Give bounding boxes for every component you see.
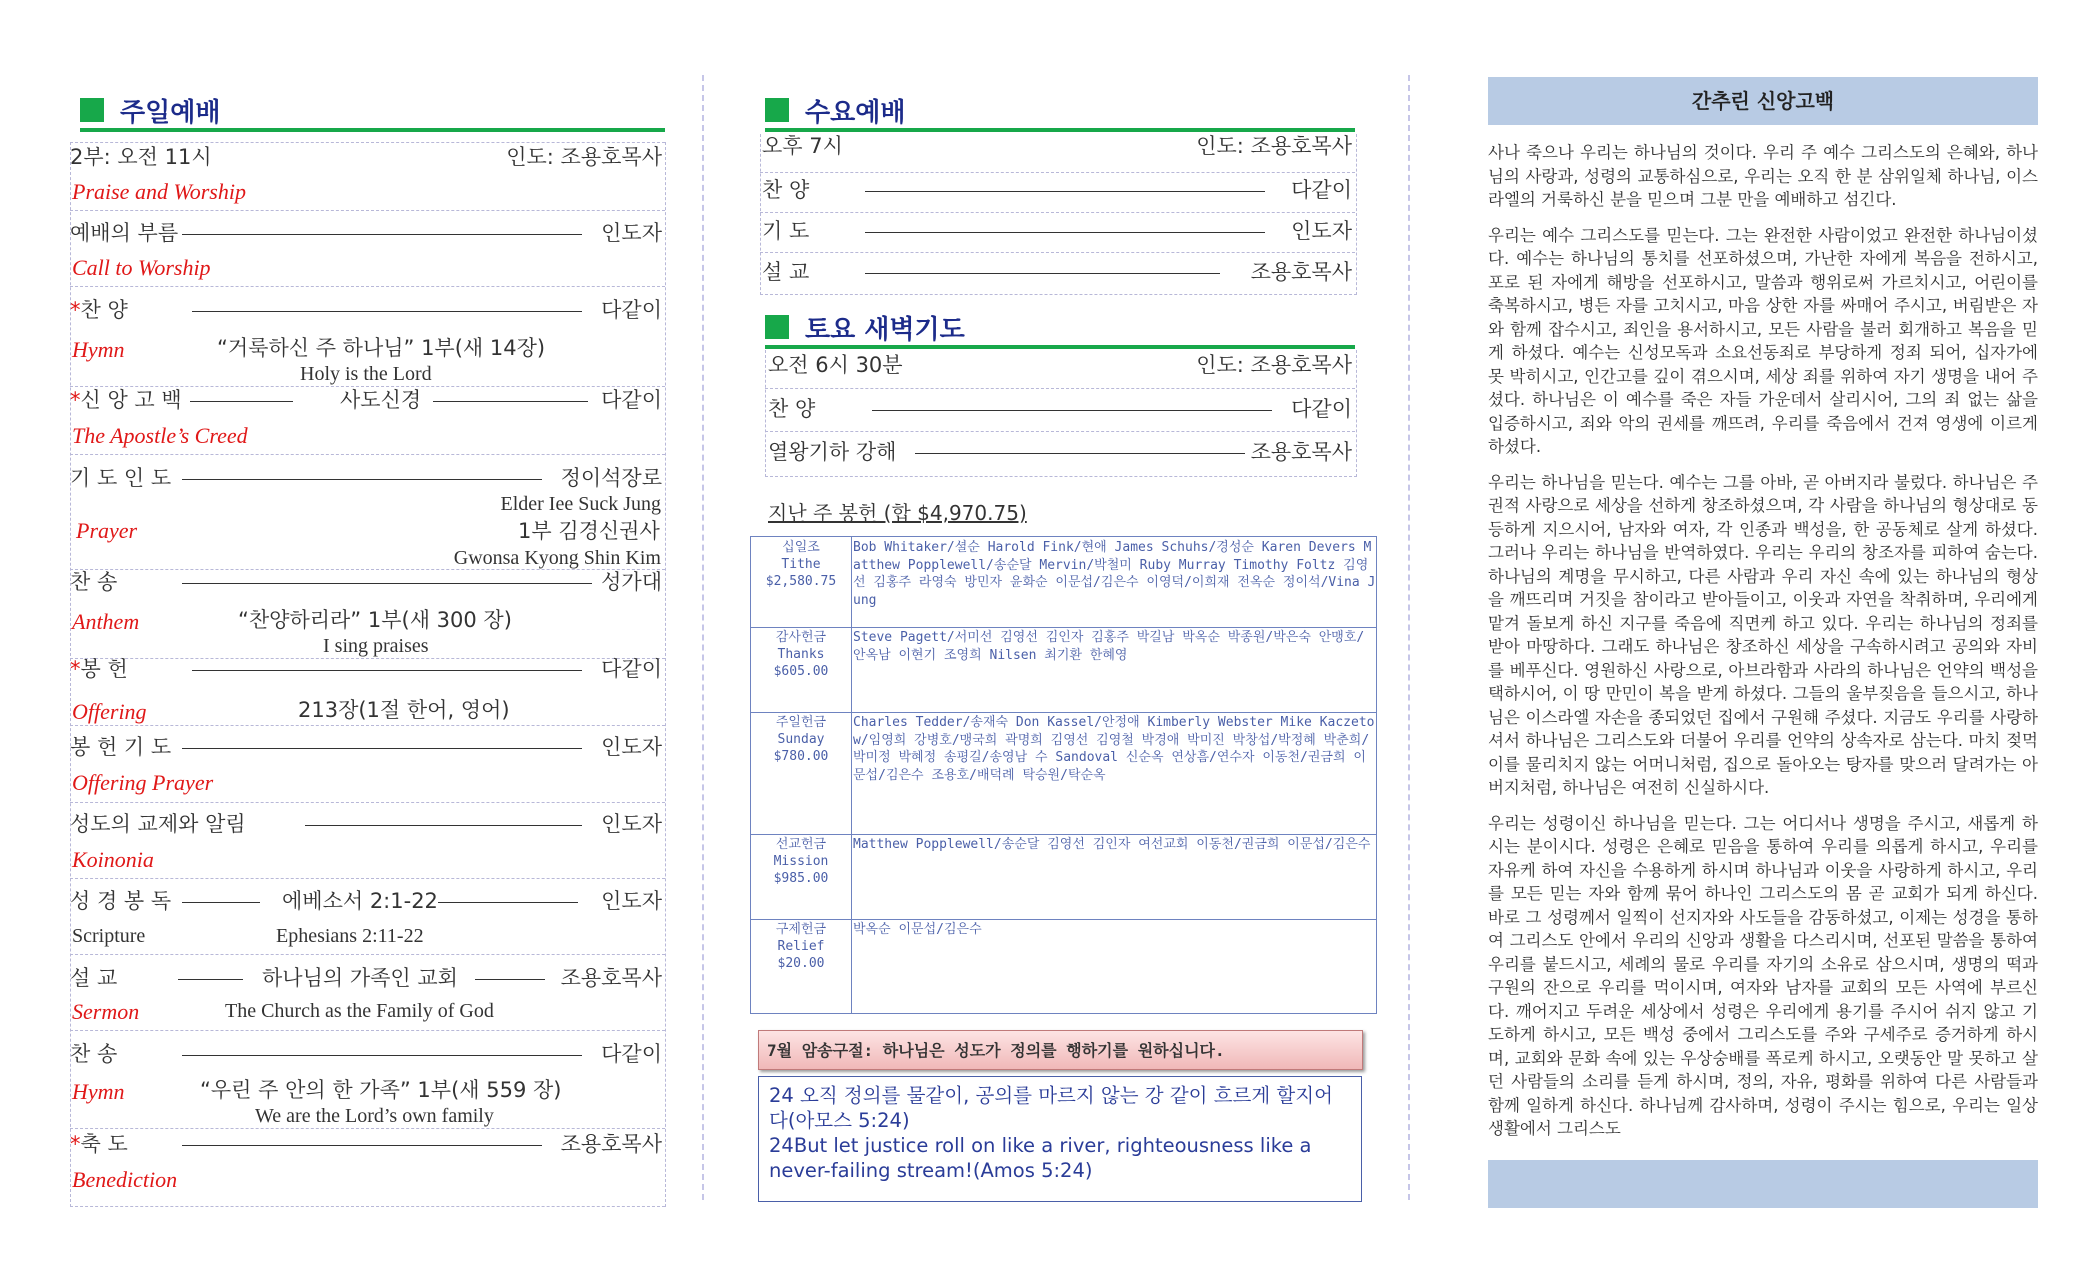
wednesday-header <box>765 88 1355 128</box>
hymn2-row <box>70 1041 662 1067</box>
leader-line <box>182 234 582 235</box>
hymn1-title-en: Holy is the Lord <box>300 363 432 385</box>
sunday-column <box>70 0 665 1230</box>
row-divider <box>765 388 1355 389</box>
leader-line <box>192 311 582 312</box>
leader-line <box>178 979 243 980</box>
call-by: 인도자 <box>601 221 662 245</box>
prayer2-by-en: Gwonsa Kyong Shin Kim <box>453 547 661 569</box>
row-divider <box>760 172 1355 173</box>
hymn1-row <box>70 297 662 323</box>
verse-en: 24But let justice roll on like a river, righteousness like a never-failing stream!(Amos 5:24) <box>769 1134 1312 1182</box>
sermon-title: 하나님의 가족인 교회 <box>262 966 458 990</box>
wed-row3-label: 설 교 <box>762 260 810 284</box>
tithe-names: Bob Whitaker/셜순 Harold Fink/현애 James Schuhs/경성순 Karen Devers Matthew Popplewell/송순달 Mervin/박철미 Ruby Murray Timothy Foltz 김영선 김홍주 라영숙 방민자 윤화순 이문섭/김은수 이영덕/이희재 전옥순 정이석/Vina Jung <box>853 540 1376 608</box>
leader-line <box>182 748 582 749</box>
mission-names: Matthew Popplewell/송순달 김영선 김인자 여선교회 이동천/권금희 이문섭/김은수 <box>853 837 1371 852</box>
offering-summary-title: 지난 주 봉헌 (합 $4,970.75) <box>768 501 1027 525</box>
wednesday-title: 수요예배 <box>805 98 906 128</box>
sunday-header <box>80 88 665 128</box>
creed-en: The Apostle’s Creed <box>72 423 248 448</box>
row-divider <box>70 210 665 211</box>
offering-by: 다같이 <box>601 657 662 681</box>
row-divider <box>70 878 665 879</box>
offering-row-mission <box>751 834 1376 920</box>
call-en: Call to Worship <box>72 255 211 280</box>
wed-row2-by: 인도자 <box>1291 219 1352 243</box>
creed-title: 간추린 신앙고백 <box>1691 89 1835 113</box>
sermon-by: 조용호목사 <box>560 966 662 990</box>
sat-row2 <box>768 439 1352 465</box>
prayer-by: 정이석장로 <box>560 466 662 490</box>
tithe-amount: $2,580.75 <box>765 574 837 589</box>
wed-time: 오후 7시 <box>762 134 843 158</box>
creed-paragraph: 사나 죽으나 우리는 하나님의 것이다. 우리 주 예수 그리스도의 은혜와, 하나님의 사랑과, 성령의 교통하심으로, 우리는 오직 한 분 삼위일체 하나님, 이스라엘의 거룩하신 분을 믿으며 그분 만을 예배하고 섬긴다. <box>1488 143 2038 209</box>
anthem-by: 성가대 <box>601 570 662 594</box>
leader-line <box>182 583 592 584</box>
offering-label: 봉 헌 <box>80 657 128 681</box>
row-divider <box>70 725 665 726</box>
prayer-row <box>70 465 662 491</box>
bene-label: 축 도 <box>80 1132 128 1156</box>
wed-leader: 인도: 조용호목사 <box>1196 134 1352 158</box>
offering-row-thanks <box>751 627 1376 713</box>
relief-names: 박옥순 이문섭/김은수 <box>853 922 982 937</box>
row-divider <box>70 954 665 955</box>
leader-line <box>915 453 1245 454</box>
creed-paragraph: 우리는 성령이신 하나님을 믿는다. 그는 어디서나 생명을 주시고, 새롭게 하시는 분이시다. 성령은 은혜로 믿음을 통하여 우리를 의롭게 하시고, 우리를 자유케 하여 자신을 수용하게 하시며 하나님과 이웃을 사랑하게 하시고, 우리를 모든 믿는 자와 함께 묶어 하나인 그리스도의 몸 곧 교회가 되게 하신다. 바로 그 성령께서 일찍이 선지자와 사도들을 감동하셨고, 이제는 성경을 통하여 그리스도 안에서 우리의 신앙과 생활을 다스리시며, 선포된 말씀을 통하여 우리를 붙드시고, 세례의 물로 우리를 자기의 소유로 삼으시며, 생명의 떡과 구원의 잔으로 우리를 먹이시며, 여자와 남자를 교회의 모든 사역에 부르신다. 깨어지고 두려운 세상에서 성령은 우리에게 용기를 주시어 쉬지 않고 기도하게 하시고, 모든 백성 중에서 그리스도를 주와 구세주로 증거하게 하시며, 교회와 문화 속에 있는 우상숭배를 폭로케 하시고, 오랫동안 말 못하고 살던 사람들의 소리를 듣게 하시며, 정의, 자유, 평화를 위하여 다른 사람들과 함께 일하게 하신다. 하나님께 감사하며, 성령이 주시는 힘으로, 우리는 일상 생활에서 그리스도 <box>1488 813 2038 1138</box>
sat-leader: 인도: 조용호목사 <box>1196 353 1352 377</box>
call-row <box>70 220 662 246</box>
column-divider <box>1408 75 1410 1200</box>
scripture-mid-en: Ephesians 2:11-22 <box>276 925 424 947</box>
wed-row1-by: 다같이 <box>1291 178 1352 202</box>
sunday-ko: 주일헌금 <box>775 715 827 730</box>
header-underline <box>80 128 665 132</box>
verse-ko: 24 오직 정의를 물같이, 공의를 마르지 않는 강 같이 흐르게 할지어다(아모스 5:24) <box>769 1084 1333 1132</box>
column-divider <box>702 75 704 1200</box>
sermon-title-en: The Church as the Family of God <box>225 1000 494 1022</box>
scripture-mid: 에베소서 2:1-22 <box>282 889 438 913</box>
koinonia-en: Koinonia <box>72 847 154 872</box>
hymn2-title: “우린 주 안의 한 가족” 1부(새 559 장) <box>200 1078 562 1102</box>
offering-table <box>750 536 1377 1014</box>
prayer-en: Prayer <box>76 518 138 543</box>
offering-row-tithe <box>751 537 1376 628</box>
creed-title-bar <box>1488 77 2038 125</box>
leader-line <box>872 410 1272 411</box>
prayer-by-en: Elder Iee Suck Jung <box>500 493 661 515</box>
saturday-title: 토요 새벽기도 <box>805 315 965 345</box>
hymn1-by: 다같이 <box>601 298 662 322</box>
creed-body <box>1488 141 2038 1151</box>
offering-row-relief <box>751 919 1376 1013</box>
row-divider <box>765 431 1355 432</box>
sermon-label: 설 교 <box>70 966 118 990</box>
header-underline <box>765 345 1355 349</box>
creed-paragraph: 우리는 예수 그리스도를 믿는다. 그는 완전한 사람이었고 완전한 하나님이셨다. 예수는 하나님의 통치를 선포하셨으며, 가난한 자에게 복음을 전하시고, 포로 된 자에게 해방을 선포하시고, 말씀과 행위로써 가르치시고, 어린이를 축복하시고, 병든 자를 고치시고, 마음 상한 자를 싸매어 주시고, 버림받은 자와 함께 잡수시고, 죄인을 용서하시고, 모든 사람을 불러 회개하고 복음을 믿게 하셨다. 예수는 신성모독과 소요선동죄로 부당하게 정죄 되어, 십자가에 못 박히시고, 인간고를 깊이 겪으시며, 세상 죄를 위하여 자기 생명을 내어 주셨다. 하나님은 이 예수를 죽은 자들 가운데서 살리시어, 그의 죄 없는 삶을 입증하시고, 죄와 악의 권세를 깨뜨려, 우리를 죽음에서 건져 영생에 이르게 하셨다. <box>1488 225 2038 456</box>
creed-mid: 사도신경 <box>340 388 422 412</box>
leader-line <box>190 401 293 402</box>
bene-by: 조용호목사 <box>560 1132 662 1156</box>
leader-line <box>182 1055 582 1056</box>
row-divider <box>760 252 1355 253</box>
offering-hymn: 213장(1절 한어, 영어) <box>298 698 510 722</box>
section-square-icon <box>765 98 789 122</box>
row-divider <box>70 802 665 803</box>
koinonia-label: 성도의 교제와 알림 <box>70 812 246 836</box>
leader-line <box>182 479 542 480</box>
creed-by: 다같이 <box>601 388 662 412</box>
bene-en: Benediction <box>72 1167 178 1192</box>
sat-row2-label: 열왕기하 강해 <box>768 440 897 464</box>
standing-mark: * <box>70 298 81 322</box>
sat-row1 <box>768 396 1352 422</box>
row-divider <box>70 1030 665 1031</box>
anthem-label: 찬 송 <box>70 570 118 594</box>
anthem-row <box>70 569 662 595</box>
offering-row-sunday <box>751 712 1376 835</box>
offering-en: Offering <box>72 699 147 724</box>
mission-ko: 선교헌금 <box>775 837 827 852</box>
call-label: 예배의 부름 <box>70 221 179 245</box>
hymn1-en: Hymn <box>72 337 125 362</box>
anthem-title: “찬양하리라” 1부(새 300 장) <box>238 608 512 632</box>
row-divider <box>70 286 665 287</box>
leader-line <box>475 979 545 980</box>
wed-row3 <box>762 259 1352 285</box>
creed-label: 신 앙 고 백 <box>80 388 182 412</box>
sermon-en: Sermon <box>72 999 140 1024</box>
leader-line <box>305 825 582 826</box>
frame-bottom <box>70 1206 665 1207</box>
header-underline <box>765 128 1355 132</box>
wed-row2 <box>762 218 1352 244</box>
sat-time: 오전 6시 30분 <box>768 353 903 377</box>
scripture-label: 성 경 봉 독 <box>70 889 172 913</box>
hymn1-title: “거룩하신 주 하나님” 1부(새 14장) <box>217 336 546 360</box>
tithe-ko: 십일조 <box>782 540 820 555</box>
wed-row1-label: 찬 양 <box>762 178 810 202</box>
sat-row2-by: 조용호목사 <box>1250 440 1352 464</box>
leader-line <box>865 232 1265 233</box>
middle-column <box>750 0 1376 1230</box>
sat-row1-by: 다같이 <box>1291 397 1352 421</box>
koinonia-row <box>70 811 662 837</box>
wed-row1 <box>762 177 1352 203</box>
scripture-en: Scripture <box>72 925 146 947</box>
wed-row2-label: 기 도 <box>762 219 810 243</box>
bene-row <box>70 1131 662 1157</box>
leader-line <box>865 191 1265 192</box>
koinonia-by: 인도자 <box>601 812 662 836</box>
row-divider <box>70 1128 665 1129</box>
frame-top <box>70 142 665 143</box>
relief-en: Relief <box>777 939 825 954</box>
hymn2-by: 다같이 <box>601 1042 662 1066</box>
creed-footer-bar <box>1488 1160 2038 1208</box>
wed-row3-by: 조용호목사 <box>1250 260 1352 284</box>
prayer-label: 기 도 인 도 <box>70 466 172 490</box>
sat-row1-label: 찬 양 <box>768 397 816 421</box>
mission-amount: $985.00 <box>773 871 829 886</box>
sunday-time: 2부: 오전 11시 <box>70 145 212 169</box>
standing-mark: * <box>70 657 81 681</box>
sat-time-row <box>768 352 1352 378</box>
row-divider <box>760 212 1355 213</box>
offprayer-by: 인도자 <box>601 735 662 759</box>
memory-banner-text: 7월 암송구절: 하나님은 성도가 정의를 행하기를 원하십니다. <box>767 1041 1225 1060</box>
sunday-en: Sunday <box>777 732 825 747</box>
sunday-time-row <box>70 144 662 170</box>
prayer2-by: 1부 김경신권사 <box>518 519 660 543</box>
leader-line <box>433 401 588 402</box>
mission-en: Mission <box>773 854 829 869</box>
frame-right <box>665 142 666 1207</box>
creed-paragraph: 우리는 하나님을 믿는다. 예수는 그를 아바, 곧 아버지라 불렀다. 하나님은 주권적 사랑으로 세상을 선하게 창조하셨으며, 각 사람을 하나님의 형상대로 동등하게 지으시어, 남자와 여자, 각 인종과 백성을, 한 공동체로 살게 하셨다. 그러나 우리는 하나님을 반역하였다. 우리는 우리의 창조자를 피하여 숨는다. 하나님의 계명을 무시하고, 다른 사람과 우리 자신 속에 있는 하나님의 형상을 깨뜨리며 거짓을 참이라고 받아들이고, 이웃과 자연을 착취하며, 우리에게 맡겨 돌보게 하신 지구를 죽음에 직면케 하고 있다. 우리는 하나님의 정죄를 받아 마땅하다. 그래도 하나님은 창조하신 세상을 구속하시려고 공의와 자비를 베푸신다. 영원하신 사랑으로, 아브라함과 사라의 하나님은 언약의 백성을 택하시어, 이 땅 만민이 복을 받게 하셨다. 그들의 울부짖음을 들으시고, 하나님은 이스라엘 자손을 종되었던 집에서 구원해 주셨다. 지금도 우리를 사랑하셔서 하나님은 그리스도와 더불어 우리를 언약의 상속자로 삼는다. 마치 젖먹이를 물리치지 않는 어머니처럼, 집으로 돌아오는 탕자를 맞으러 달려가는 아버지처럼, 하나님은 여전히 신실하시다. <box>1488 472 2038 797</box>
hymn1-label: 찬 양 <box>80 298 128 322</box>
section-square-icon <box>80 98 104 122</box>
anthem-en: Anthem <box>72 609 140 634</box>
sunday-title: 주일예배 <box>120 98 221 128</box>
leader-line <box>438 902 578 903</box>
anthem-title-en: I sing praises <box>323 635 429 657</box>
thanks-names: Steve Pagett/서미선 김영선 김인자 김홍주 박길남 박옥순 박종원/박은숙 안맹호/안옥남 이현기 조영희 Nilsen 최기환 한혜영 <box>853 630 1365 663</box>
wed-time-row <box>762 133 1352 159</box>
memory-verse-box <box>758 1076 1362 1202</box>
sunday-names: Charles Tedder/송재숙 Don Kassel/안정애 Kimberly Webster Mike Kaczetow/임영희 강병호/맹국희 곽명희 김영선 김영철 박경애 박미진 박창섭/박정혜 박춘희/박미정 박혜정 송평길/송영남 수 Sandoval 신순옥 연상흠/연수자 이동천/권금희 이문섭/김은수 조용호/배덕례 탁승원/탁순옥 <box>853 715 1375 783</box>
thanks-en: Thanks <box>777 647 825 662</box>
sunday-amount: $780.00 <box>773 749 829 764</box>
offprayer-label: 봉 헌 기 도 <box>70 735 172 759</box>
scripture-by: 인도자 <box>601 889 662 913</box>
leader-line <box>182 1145 542 1146</box>
relief-amount: $20.00 <box>777 956 825 971</box>
standing-mark: * <box>70 1132 81 1156</box>
offprayer-en: Offering Prayer <box>72 770 214 795</box>
leader-line <box>192 670 582 671</box>
hymn2-en: Hymn <box>72 1079 125 1104</box>
thanks-ko: 감사헌금 <box>775 630 827 645</box>
sunday-leader: 인도: 조용호목사 <box>506 145 662 169</box>
offprayer-row <box>70 734 662 760</box>
row-divider <box>70 454 665 455</box>
standing-mark: * <box>70 388 81 412</box>
relief-ko: 구제헌금 <box>775 922 827 937</box>
section-square-icon <box>765 315 789 339</box>
leader-line <box>182 902 260 903</box>
leader-line <box>865 273 1220 274</box>
offering-row <box>70 656 662 682</box>
thanks-amount: $605.00 <box>773 664 829 679</box>
saturday-header <box>765 305 1355 345</box>
memory-banner <box>758 1030 1363 1070</box>
hymn2-label: 찬 송 <box>70 1042 118 1066</box>
tithe-en: Tithe <box>781 557 821 572</box>
praise-label: Praise and Worship <box>72 179 246 204</box>
creed-column <box>1488 0 2038 1230</box>
hymn2-title-en: We are the Lord’s own family <box>255 1105 494 1127</box>
